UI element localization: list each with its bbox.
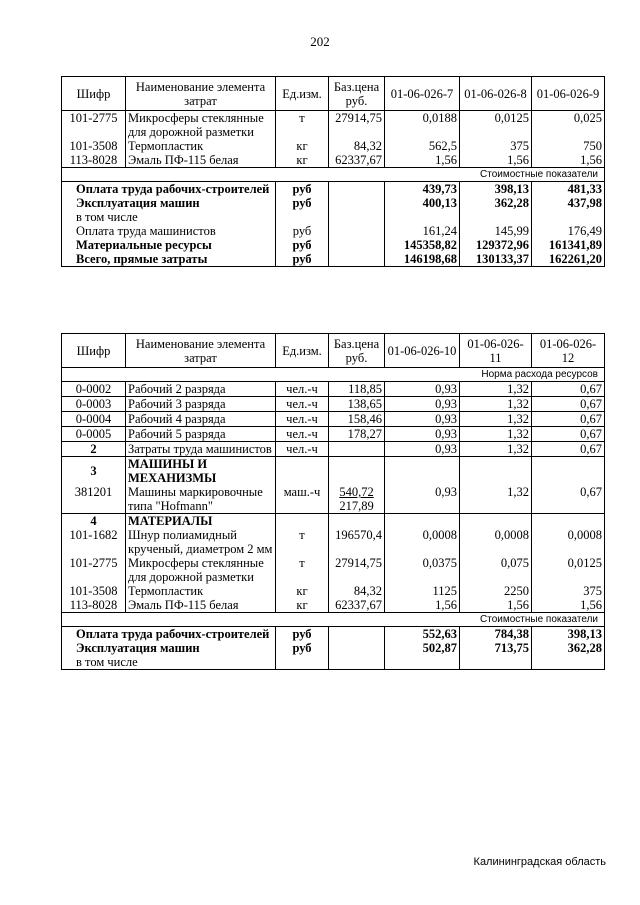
cost-value: [532, 210, 605, 224]
cost-unit: [276, 655, 329, 670]
header-c3: 01-06-026-9: [532, 77, 605, 111]
cost-row: [62, 210, 605, 224]
table-row: [62, 397, 605, 412]
cost-value: 146198,68: [385, 252, 460, 267]
unit-cell: чел.-ч: [276, 442, 329, 457]
cost-row: [62, 627, 605, 642]
price-cell: 27914,75: [329, 556, 385, 584]
code-cell: 381201: [62, 485, 126, 514]
cost-row: [62, 655, 605, 670]
value-cell: 0,025: [532, 111, 605, 140]
value-cell: 0,93: [385, 427, 460, 442]
cost-price: [329, 655, 385, 670]
cost-value: 437,98: [532, 196, 605, 210]
machine-row: [62, 485, 605, 514]
page-number: 202: [310, 34, 330, 49]
table-row: [62, 598, 605, 613]
header-row: [62, 77, 605, 111]
code-cell: 0-0003: [62, 397, 126, 412]
table-row: [62, 111, 605, 140]
header-unit: Ед.изм.: [276, 77, 329, 111]
unit-cell: маш.-ч: [276, 485, 329, 514]
value-cell: 1,32: [460, 427, 532, 442]
name-cell: Микросферы стеклянные для дорожной разметки: [126, 111, 276, 140]
cost-unit: [276, 210, 329, 224]
value-cell: 1125: [385, 584, 460, 598]
price-top: 540,72: [339, 485, 374, 499]
cost-value: 481,33: [532, 182, 605, 197]
cost-value: 145,99: [460, 224, 532, 238]
table-row: [62, 427, 605, 442]
unit-cell: кг: [276, 584, 329, 598]
header-code: Шифр: [62, 334, 126, 368]
value-cell: 0,67: [532, 442, 605, 457]
cost-value: [460, 210, 532, 224]
unit-cell: т: [276, 528, 329, 556]
cost-indicators-label: [62, 168, 605, 182]
cost-unit: руб: [276, 224, 329, 238]
cost-price: [329, 627, 385, 642]
unit-cell: чел.-ч: [276, 382, 329, 397]
price-cell: 27914,75: [329, 111, 385, 140]
name-cell: Термопластик: [126, 584, 276, 598]
section-label: Стоимостные показатели: [62, 613, 605, 627]
value-cell: 1,32: [460, 412, 532, 427]
cost-value: 176,49: [532, 224, 605, 238]
header-unit: Ед.изм.: [276, 334, 329, 368]
value-cell: 0,0125: [460, 111, 532, 140]
section-2-row: [62, 442, 605, 457]
cost-row: [62, 196, 605, 210]
section-code: 4: [62, 514, 126, 529]
empty-cell: [532, 457, 605, 486]
cost-price: [329, 238, 385, 252]
price-cell: 62337,67: [329, 598, 385, 613]
cost-unit: руб: [276, 182, 329, 197]
cost-name: Всего, прямые затраты: [62, 252, 276, 267]
value-cell: 0,0125: [532, 556, 605, 584]
resource-table-1: [61, 76, 605, 267]
name-cell: Рабочий 4 разряда: [126, 412, 276, 427]
code-cell: 0-0004: [62, 412, 126, 427]
price-cell: [329, 442, 385, 457]
cost-value: [385, 655, 460, 670]
value-cell: 1,32: [460, 382, 532, 397]
cost-value: 130133,37: [460, 252, 532, 267]
value-cell: 0,0375: [385, 556, 460, 584]
cost-name: Материальные ресурсы: [62, 238, 276, 252]
cost-name: Эксплуатация машин: [62, 196, 276, 210]
price-cell: 84,32: [329, 139, 385, 153]
code-cell: 101-3508: [62, 139, 126, 153]
price-cell: 158,46: [329, 412, 385, 427]
header-price: Баз.цена руб.: [329, 77, 385, 111]
section-label: Стоимостные показатели: [62, 168, 605, 182]
cost-name: Оплата труда рабочих-строителей: [62, 627, 276, 642]
name-cell: Машины маркировочные типа "Hofmann": [126, 485, 276, 514]
empty-cell: [329, 514, 385, 529]
value-cell: 0,075: [460, 556, 532, 584]
name-cell: Эмаль ПФ-115 белая: [126, 598, 276, 613]
section-3-row: [62, 457, 605, 486]
norm-label: [62, 368, 605, 382]
name-cell: Микросферы стеклянные для дорожной разметки: [126, 556, 276, 584]
table-row: [62, 584, 605, 598]
value-cell: 1,56: [385, 153, 460, 168]
cost-value: [385, 210, 460, 224]
header-c3: 01-06-026-12: [532, 334, 605, 368]
header-c1: 01-06-026-7: [385, 77, 460, 111]
unit-cell: кг: [276, 139, 329, 153]
table-row: [62, 528, 605, 556]
value-cell: 1,56: [532, 153, 605, 168]
section-title: МАТЕРИАЛЫ: [126, 514, 276, 529]
footer-region: Калининградская область: [473, 856, 606, 868]
cost-value: 713,75: [460, 641, 532, 655]
cost-value: 502,87: [385, 641, 460, 655]
cost-value: 784,38: [460, 627, 532, 642]
unit-cell: т: [276, 556, 329, 584]
header-c2: 01-06-026-11: [460, 334, 532, 368]
value-cell: 1,56: [460, 153, 532, 168]
section-code: 3: [62, 457, 126, 486]
cost-name: в том числе: [62, 210, 276, 224]
cost-row: [62, 238, 605, 252]
table-row: [62, 412, 605, 427]
code-cell: 0-0002: [62, 382, 126, 397]
code-cell: 113-8028: [62, 153, 126, 168]
code-cell: 101-2775: [62, 556, 126, 584]
empty-cell: [276, 514, 329, 529]
price-cell: 84,32: [329, 584, 385, 598]
code-cell: 101-2775: [62, 111, 126, 140]
cost-name: Оплата труда машинистов: [62, 224, 276, 238]
value-cell: 0,93: [385, 382, 460, 397]
unit-cell: кг: [276, 153, 329, 168]
value-cell: 0,0188: [385, 111, 460, 140]
code-cell: 0-0005: [62, 427, 126, 442]
cost-unit: руб: [276, 627, 329, 642]
cost-name: Эксплуатация машин: [62, 641, 276, 655]
table-row: [62, 556, 605, 584]
cost-value: 161,24: [385, 224, 460, 238]
cost-price: [329, 641, 385, 655]
cost-unit: руб: [276, 641, 329, 655]
cost-name: Оплата труда рабочих-строителей: [62, 182, 276, 197]
cost-row: [62, 182, 605, 197]
empty-cell: [385, 457, 460, 486]
table-row: [62, 139, 605, 153]
code-cell: 113-8028: [62, 598, 126, 613]
section-4-row: [62, 514, 605, 529]
section-label: Норма расхода ресурсов: [62, 368, 605, 382]
cost-row: [62, 252, 605, 267]
value-cell: 0,67: [532, 397, 605, 412]
value-cell: 375: [532, 584, 605, 598]
price-cell: 62337,67: [329, 153, 385, 168]
cost-value: 362,28: [532, 641, 605, 655]
name-cell: Рабочий 3 разряда: [126, 397, 276, 412]
name-cell: Термопластик: [126, 139, 276, 153]
empty-cell: [385, 514, 460, 529]
cost-price: [329, 252, 385, 267]
cost-unit: руб: [276, 238, 329, 252]
empty-cell: [329, 457, 385, 486]
resource-table-2: [61, 333, 605, 670]
cost-unit: руб: [276, 196, 329, 210]
value-cell: 1,56: [385, 598, 460, 613]
empty-cell: [532, 514, 605, 529]
value-cell: 2250: [460, 584, 532, 598]
value-cell: 375: [460, 139, 532, 153]
value-cell: 562,5: [385, 139, 460, 153]
header-c1: 01-06-026-10: [385, 334, 460, 368]
empty-cell: [276, 457, 329, 486]
value-cell: 750: [532, 139, 605, 153]
cost-unit: руб: [276, 252, 329, 267]
cost-value: 162261,20: [532, 252, 605, 267]
price-cell: 118,85: [329, 382, 385, 397]
cost-value: 362,28: [460, 196, 532, 210]
cost-value: 552,63: [385, 627, 460, 642]
name-cell: Шнур полиамидный крученый, диаметром 2 мм: [126, 528, 276, 556]
value-cell: 1,56: [532, 598, 605, 613]
cost-value: 129372,96: [460, 238, 532, 252]
unit-cell: кг: [276, 598, 329, 613]
price-cell: 178,27: [329, 427, 385, 442]
value-cell: 0,67: [532, 412, 605, 427]
section-code: 2: [62, 442, 126, 457]
cost-value: 398,13: [460, 182, 532, 197]
cost-row: [62, 224, 605, 238]
empty-cell: [460, 514, 532, 529]
cost-value: [532, 655, 605, 670]
cost-price: [329, 196, 385, 210]
header-name: Наименование элемента затрат: [126, 334, 276, 368]
name-cell: Рабочий 2 разряда: [126, 382, 276, 397]
code-cell: 101-1682: [62, 528, 126, 556]
value-cell: 0,93: [385, 412, 460, 427]
header-code: Шифр: [62, 77, 126, 111]
cost-price: [329, 224, 385, 238]
value-cell: 1,32: [460, 442, 532, 457]
table-row: [62, 382, 605, 397]
empty-cell: [460, 457, 532, 486]
cost-indicators-label: [62, 613, 605, 627]
value-cell: 0,67: [532, 427, 605, 442]
value-cell: 1,32: [460, 485, 532, 514]
price-bottom: 217,89: [339, 499, 374, 513]
code-cell: 101-3508: [62, 584, 126, 598]
value-cell: 0,93: [385, 485, 460, 514]
value-cell: 0,0008: [460, 528, 532, 556]
cost-name: в том числе: [62, 655, 276, 670]
header-name: Наименование элемента затрат: [126, 77, 276, 111]
unit-cell: чел.-ч: [276, 397, 329, 412]
value-cell: 1,32: [460, 397, 532, 412]
value-cell: 0,67: [532, 382, 605, 397]
value-cell: 1,56: [460, 598, 532, 613]
name-cell: Затраты труда машинистов: [126, 442, 276, 457]
cost-price: [329, 210, 385, 224]
value-cell: 0,67: [532, 485, 605, 514]
value-cell: 0,0008: [385, 528, 460, 556]
unit-cell: т: [276, 111, 329, 140]
cost-value: 161341,89: [532, 238, 605, 252]
name-cell: Эмаль ПФ-115 белая: [126, 153, 276, 168]
header-price: Баз.цена руб.: [329, 334, 385, 368]
price-cell: [329, 485, 385, 514]
table-row: [62, 153, 605, 168]
cost-row: [62, 641, 605, 655]
cost-value: 145358,82: [385, 238, 460, 252]
cost-value: 398,13: [532, 627, 605, 642]
header-c2: 01-06-026-8: [460, 77, 532, 111]
price-cell: 138,65: [329, 397, 385, 412]
value-cell: 0,93: [385, 397, 460, 412]
header-row: [62, 334, 605, 368]
cost-value: 439,73: [385, 182, 460, 197]
cost-price: [329, 182, 385, 197]
cost-value: 400,13: [385, 196, 460, 210]
cost-value: [460, 655, 532, 670]
value-cell: 0,0008: [532, 528, 605, 556]
name-cell: Рабочий 5 разряда: [126, 427, 276, 442]
unit-cell: чел.-ч: [276, 427, 329, 442]
unit-cell: чел.-ч: [276, 412, 329, 427]
price-cell: 196570,4: [329, 528, 385, 556]
value-cell: 0,93: [385, 442, 460, 457]
section-title: МАШИНЫ И МЕХАНИЗМЫ: [126, 457, 276, 486]
